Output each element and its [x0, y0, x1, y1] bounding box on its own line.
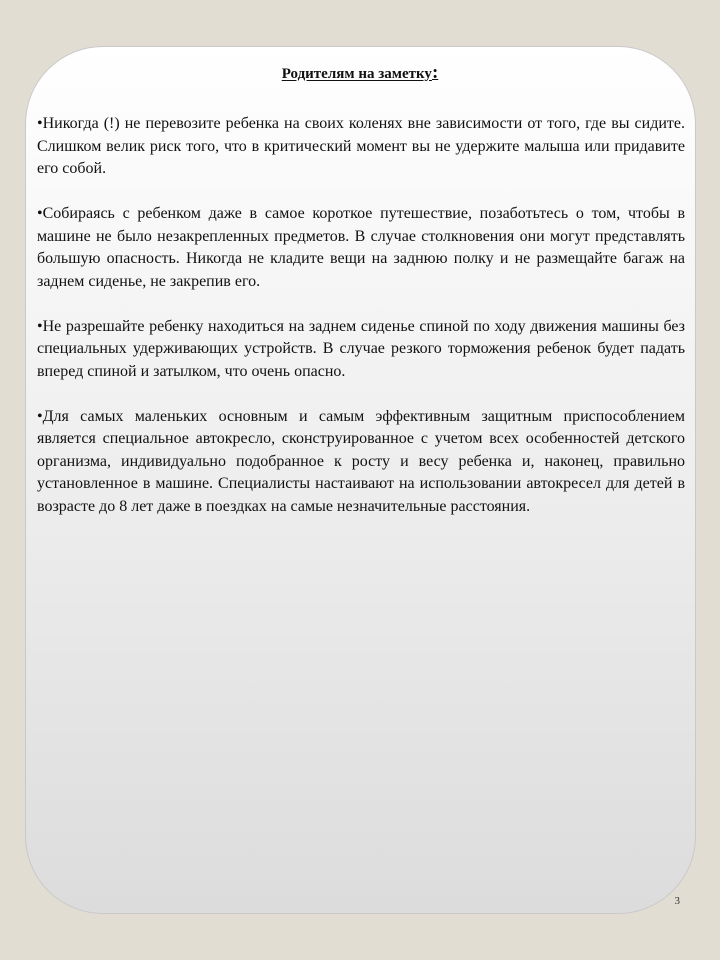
- advice-paragraph: •Для самых маленьких основным и самым эффективным защитным приспособлением является специальное автокресло, сконструированное с учетом всех особенностей детского организма, индивидуально подобранное к росту и весу ребенка и, наконец, правильно установленное в машине. Специалисты настаивают на использовании автокресел для детей в возрасте до 8 лет даже в поездках на самые незначительные расстояния.: [37, 407, 685, 515]
- advice-list: [37, 113, 685, 541]
- advice-paragraph: •Никогда (!) не перевозите ребенка на своих коленях вне зависимости от того, где вы сидите. Слишком велик риск того, что в критический момент вы не удержите малыша или придавите его собой.: [37, 115, 685, 177]
- page-title-text: Родителям на заметку: [281, 66, 432, 82]
- page-title-colon: :: [431, 62, 439, 83]
- advice-paragraph: •Не разрешайте ребенку находиться на заднем сиденье спиной по ходу движения машины без специальных удерживающих устройств. В случае резкого торможения ребенок будет падать вперед спиной и затылком, что очень опасно.: [37, 317, 685, 380]
- page-title: [0, 62, 720, 84]
- page-number: 3: [674, 895, 680, 907]
- advice-paragraph: •Собираясь с ребенком даже в самое короткое путешествие, позаботьтесь о том, чтобы в машине не было незакрепленных предметов. В случае столкновения они могут представлять большую опасность. Никогда не кладите вещи на заднюю полку и не размещайте багаж на заднем сиденье, не закрепив его.: [37, 205, 685, 290]
